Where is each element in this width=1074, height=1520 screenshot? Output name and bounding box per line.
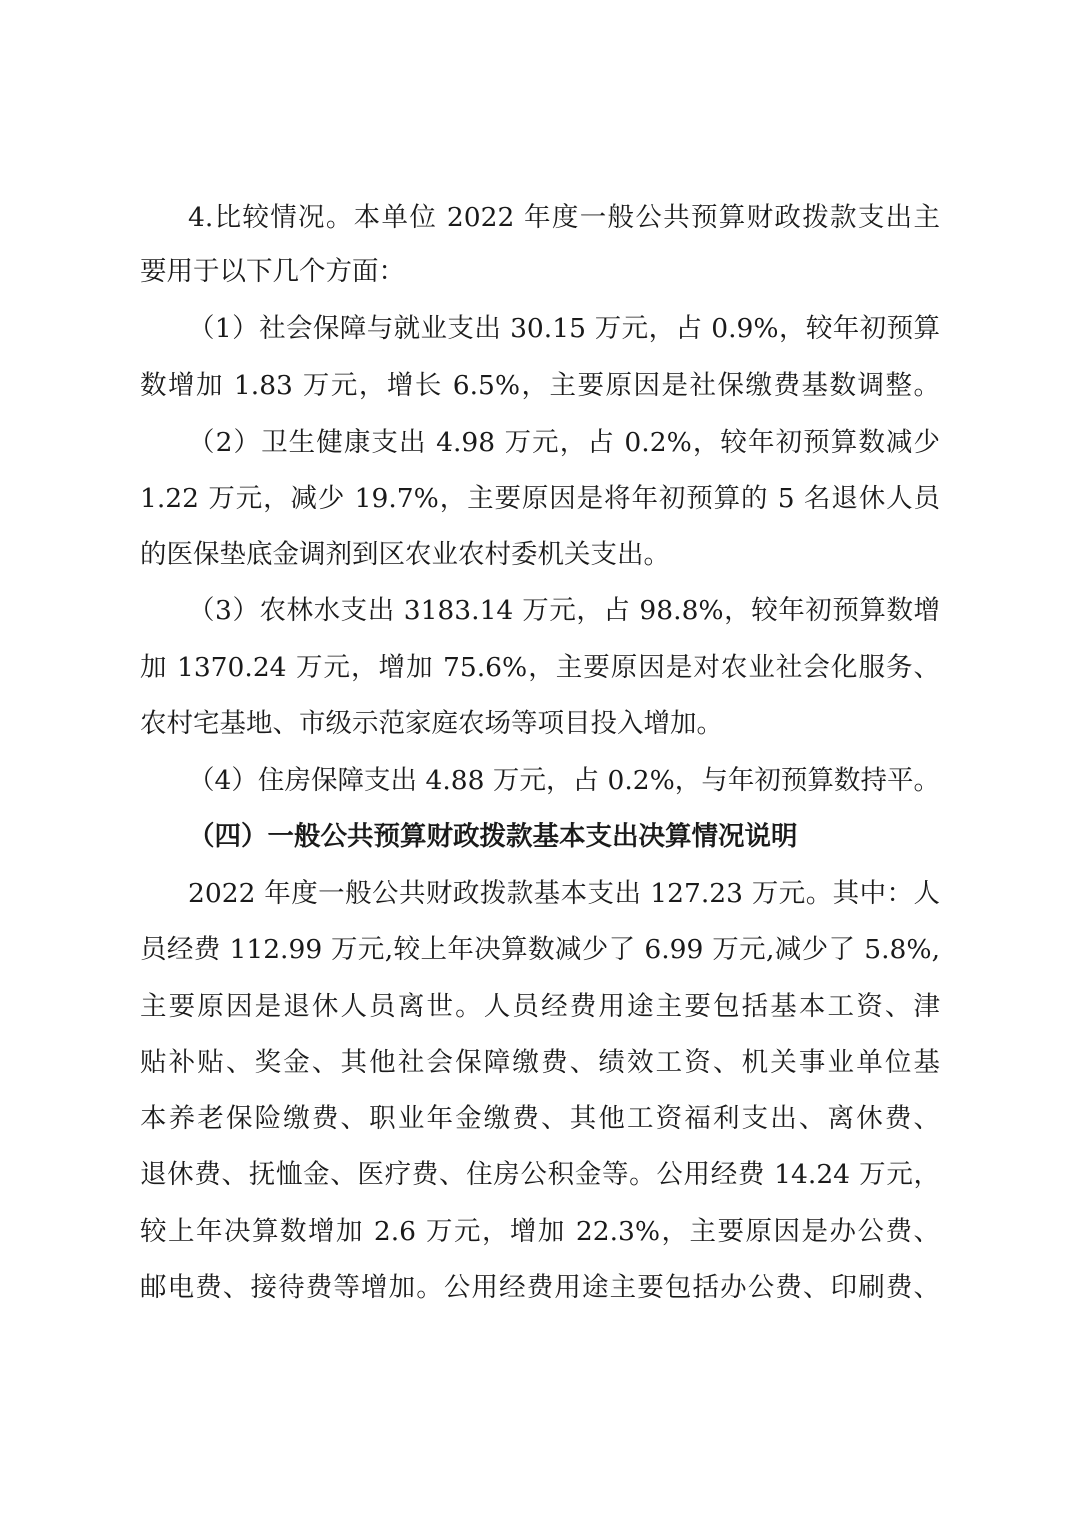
paragraph-basic-expenditure-line-4: 贴补贴、奖金、其他社会保障缴费、绩效工资、机关事业单位基 (140, 1047, 940, 1078)
paragraph-basic-expenditure-line-7: 较上年决算数增加 2.6 万元，增加 22.3%，主要原因是办公费、 (140, 1216, 940, 1247)
paragraph-basic-expenditure-line-1: 2022 年度一般公共财政拨款基本支出 127.23 万元。其中：人 (188, 878, 940, 909)
item-health-line-2: 1.22 万元，减少 19.7%，主要原因是将年初预算的 5 名退休人员 (140, 483, 940, 514)
item-health-line-3: 的医保垫底金调剂到区农业农村委机关支出。 (140, 539, 670, 570)
paragraph-basic-expenditure-line-5: 本养老保险缴费、职业年金缴费、其他工资福利支出、离休费、 (140, 1103, 940, 1134)
paragraph-comparison-line-2: 要用于以下几个方面： (140, 256, 405, 287)
item-housing-line-1: （4）住房保障支出 4.88 万元，占 0.2%，与年初预算数持平。 (188, 765, 940, 796)
paragraph-basic-expenditure-line-3: 主要原因是退休人员离世。人员经费用途主要包括基本工资、津 (140, 991, 940, 1022)
paragraph-basic-expenditure-line-6: 退休费、抚恤金、医疗费、住房公积金等。公用经费 14.24 万元， (140, 1159, 940, 1190)
paragraph-comparison-line-1: 4.比较情况。本单位 2022 年度一般公共预算财政拨款支出主 (188, 202, 940, 233)
paragraph-basic-expenditure-line-2: 员经费 112.99 万元,较上年决算数减少了 6.99 万元,减少了 5.8%, (140, 934, 940, 965)
item-agriculture-line-3: 农村宅基地、市级示范家庭农场等项目投入增加。 (140, 708, 723, 739)
item-social-security-line-1: （1）社会保障与就业支出 30.15 万元，占 0.9%，较年初预算 (188, 313, 940, 344)
item-agriculture-line-2: 加 1370.24 万元，增加 75.6%，主要原因是对农业社会化服务、 (140, 652, 940, 683)
item-social-security-line-2: 数增加 1.83 万元，增长 6.5%，主要原因是社保缴费基数调整。 (140, 370, 940, 401)
item-agriculture-line-1: （3）农林水支出 3183.14 万元，占 98.8%，较年初预算数增 (188, 595, 940, 626)
item-health-line-1: （2）卫生健康支出 4.98 万元，占 0.2%，较年初预算数减少 (188, 427, 940, 458)
document-page (140, 0, 940, 1520)
section-heading-4: （四）一般公共预算财政拨款基本支出决算情况说明 (188, 821, 798, 852)
paragraph-basic-expenditure-line-8: 邮电费、接待费等增加。公用经费用途主要包括办公费、印刷费、 (140, 1272, 940, 1303)
